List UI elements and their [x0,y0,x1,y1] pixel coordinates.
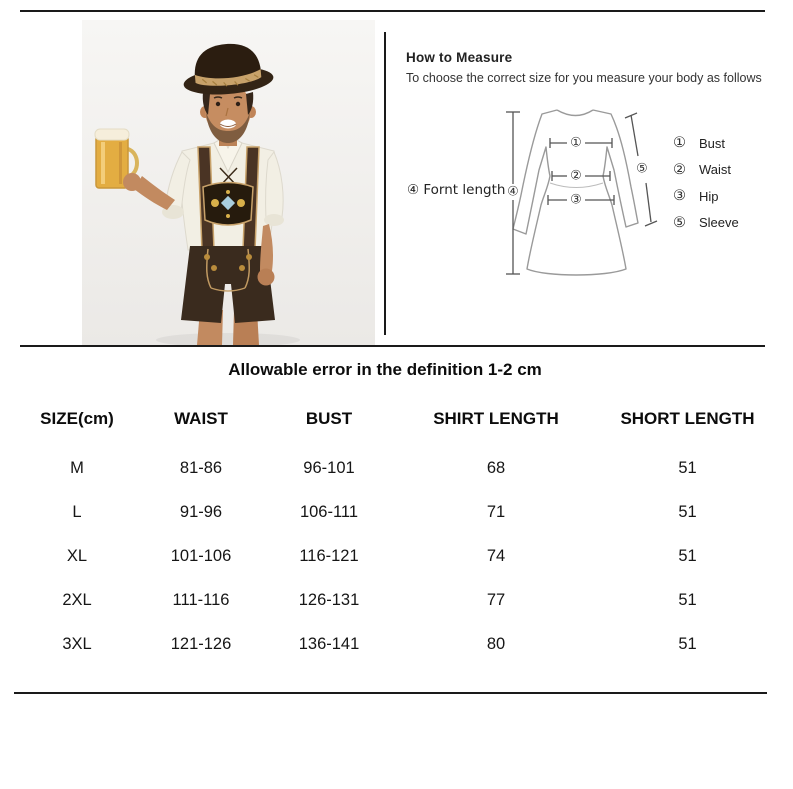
front-length-label: ④ Fornt length [407,182,506,198]
size-cell: 80 [486,634,506,653]
size-cell: 101-106 [170,546,232,565]
size-cell: 116-121 [299,546,359,565]
sleeve-marker-icon: ⑤ [673,214,686,231]
legend-item-hip [673,183,739,210]
size-cell: 96-101 [303,458,355,477]
column-header-waist: WAIST [174,409,228,428]
measure-section-subtitle: To choose the correct size for you measure your body as follows [406,71,762,85]
size-cell: 74 [486,546,506,565]
size-table [0,404,793,673]
hip-marker-icon: ③ [570,192,582,208]
size-cell: 136-141 [298,634,360,653]
bust-marker-icon: ① [570,135,582,151]
size-chart-note: Allowable error in the definition 1-2 cm [228,360,542,379]
bust-marker-icon: ① [673,135,686,152]
vertical-divider [384,32,386,335]
size-cell: 126-131 [298,590,360,609]
top-divider [20,10,765,12]
measure-legend [673,130,739,236]
size-cell: 121-126 [170,634,232,653]
legend-label: Sleeve [699,215,739,231]
mid-divider [20,345,765,347]
waist-marker-icon: ② [570,168,582,184]
size-cell: 68 [486,458,506,477]
row-label: L [72,502,82,521]
table-row [0,541,793,571]
size-cell: 51 [678,546,697,565]
size-cell: 111-116 [172,590,230,609]
product-photo [82,20,375,345]
size-cell: 71 [486,502,506,521]
legend-label: Bust [699,135,726,151]
legend-label: Hip [699,188,719,204]
size-cell: 91-96 [179,502,223,521]
size-table-header-row [0,404,793,434]
size-cell: 77 [486,590,506,609]
waist-marker-icon: ② [673,161,686,178]
legend-item-sleeve [673,210,739,237]
size-cell: 81-86 [179,458,223,477]
bottom-divider [14,692,767,694]
table-row [0,585,793,615]
column-header-bust: BUST [305,409,353,428]
hip-marker-icon: ③ [673,188,686,205]
man-in-oktoberfest-costume-illustration [82,20,375,345]
row-label: M [70,458,84,477]
legend-item-bust [673,130,739,157]
row-label: 3XL [62,634,92,653]
column-header-shirt-length: SHIRT LENGTH [433,409,559,428]
size-cell: 106-111 [299,502,359,521]
legend-item-waist [673,157,739,184]
row-label: XL [66,546,88,565]
size-cell: 51 [678,458,697,477]
size-cell: 51 [678,502,697,521]
table-row [0,453,793,483]
column-header-size: SIZE(cm) [40,409,114,428]
front-length-marker-icon: ④ [507,184,519,200]
table-row [0,497,793,527]
measurement-diagram [400,95,660,340]
row-label: 2XL [62,590,92,609]
size-cell: 51 [678,634,697,653]
measure-section-title: How to Measure [406,50,513,65]
sleeve-marker-icon: ⑤ [636,161,648,177]
legend-label: Waist [699,162,732,178]
column-header-short-length: SHORT LENGTH [620,409,755,428]
table-row [0,629,793,659]
size-cell: 51 [678,590,697,609]
